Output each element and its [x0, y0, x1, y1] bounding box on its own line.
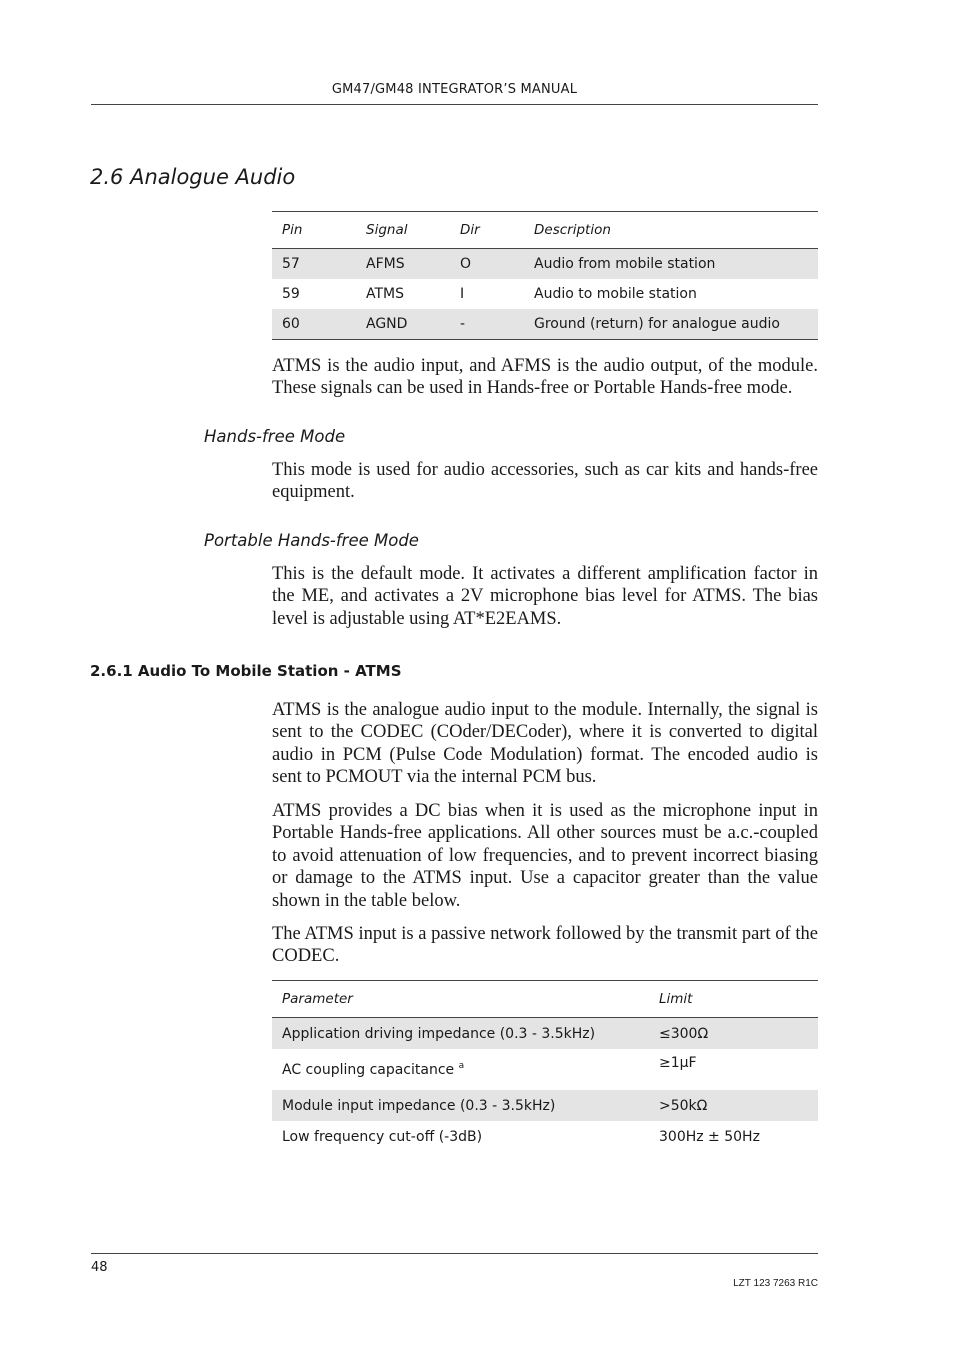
- cell-description: Ground (return) for analogue audio: [524, 309, 818, 340]
- cell-pin: 57: [272, 249, 356, 280]
- table-row: [272, 1090, 818, 1121]
- cell-limit: 300Hz ± 50Hz: [659, 1128, 760, 1145]
- cell-parameter: Module input impedance (0.3 - 3.5kHz): [272, 1090, 649, 1121]
- column-header-signal: Signal: [356, 212, 450, 249]
- intro-paragraph: ATMS is the audio input, and AFMS is the audio output, of the module. These signals can be used in Hands-free or Portable Hands-free mode.: [272, 356, 818, 399]
- table-row: [272, 1049, 818, 1090]
- document-number: LZT 123 7263 R1C: [733, 1278, 818, 1289]
- cell-dir: I: [460, 286, 465, 302]
- cell-parameter: Application driving impedance (0.3 - 3.5kHz): [272, 1018, 649, 1050]
- portable-hands-free-paragraph: This is the default mode. It activates a different amplification factor in the ME, and activates a 2V microphone bias level for ATMS. The bias level is adjustable using AT*E2EAMS.: [272, 564, 818, 629]
- cell-pin: 60: [272, 309, 356, 340]
- table-row: [272, 249, 818, 280]
- footer-divider: [91, 1253, 818, 1254]
- cell-limit: >50kΩ: [649, 1090, 818, 1121]
- subsection-title: 2.6.1 Audio To Mobile Station - ATMS: [90, 662, 402, 680]
- footnote-marker: a: [458, 1061, 465, 1071]
- cell-limit: ≤300Ω: [649, 1018, 818, 1050]
- table-row: [272, 279, 818, 309]
- atms-paragraph-3: The ATMS input is a passive network followed by the transmit part of the CODEC.: [272, 924, 818, 967]
- cell-signal: AFMS: [356, 249, 450, 280]
- table-row: [272, 1121, 818, 1152]
- column-header-limit: Limit: [649, 981, 818, 1018]
- cell-description: Audio to mobile station: [534, 286, 697, 302]
- cell-dir: -: [450, 309, 524, 340]
- parameter-text: AC coupling capacitance: [282, 1062, 455, 1078]
- cell-limit: ≥1µF: [659, 1055, 697, 1071]
- table-row: [272, 1018, 818, 1050]
- atms-paragraph-1: ATMS is the analogue audio input to the module. Internally, the signal is sent to the CODEC (COder/DECoder), where it is converted to digital audio in PCM (Pulse Code Modulation) format. The encoded audio is sent to PCMOUT via the internal PCM bus.: [272, 700, 818, 788]
- cell-description: Audio from mobile station: [524, 249, 818, 280]
- cell-signal: AGND: [356, 309, 450, 340]
- hands-free-paragraph: This mode is used for audio accessories, such as car kits and hands-free equipment.: [272, 460, 818, 503]
- atms-paragraph-2: ATMS provides a DC bias when it is used as the microphone input in Portable Hands-free applications. All other sources must be a.c.-coupled to avoid attenuation of low frequencies, and to prevent incorrect biasing or damage to the ATMS input. Use a capacitor greater than the value shown in the table below.: [272, 801, 818, 911]
- section-title: 2.6 Analogue Audio: [90, 165, 296, 189]
- portable-hands-free-heading: Portable Hands-free Mode: [204, 531, 419, 550]
- column-header-pin: Pin: [272, 212, 356, 249]
- cell-dir: O: [450, 249, 524, 280]
- column-header-parameter: Parameter: [272, 981, 649, 1018]
- parameter-table: [272, 980, 818, 1152]
- cell-parameter: [272, 1049, 649, 1090]
- page-number: 48: [91, 1260, 108, 1275]
- column-header-description: Description: [524, 212, 818, 249]
- signal-table: [272, 211, 818, 340]
- table-header-row: [272, 981, 818, 1018]
- running-header: GM47/GM48 INTEGRATOR’S MANUAL: [331, 82, 578, 97]
- column-header-dir: Dir: [450, 212, 524, 249]
- header-divider: [91, 104, 818, 105]
- table-row: [272, 309, 818, 340]
- cell-parameter: Low frequency cut-off (-3dB): [282, 1128, 483, 1145]
- cell-signal: ATMS: [366, 286, 405, 302]
- hands-free-heading: Hands-free Mode: [204, 427, 346, 446]
- cell-pin: 59: [282, 286, 300, 302]
- table-header-row: [272, 212, 818, 249]
